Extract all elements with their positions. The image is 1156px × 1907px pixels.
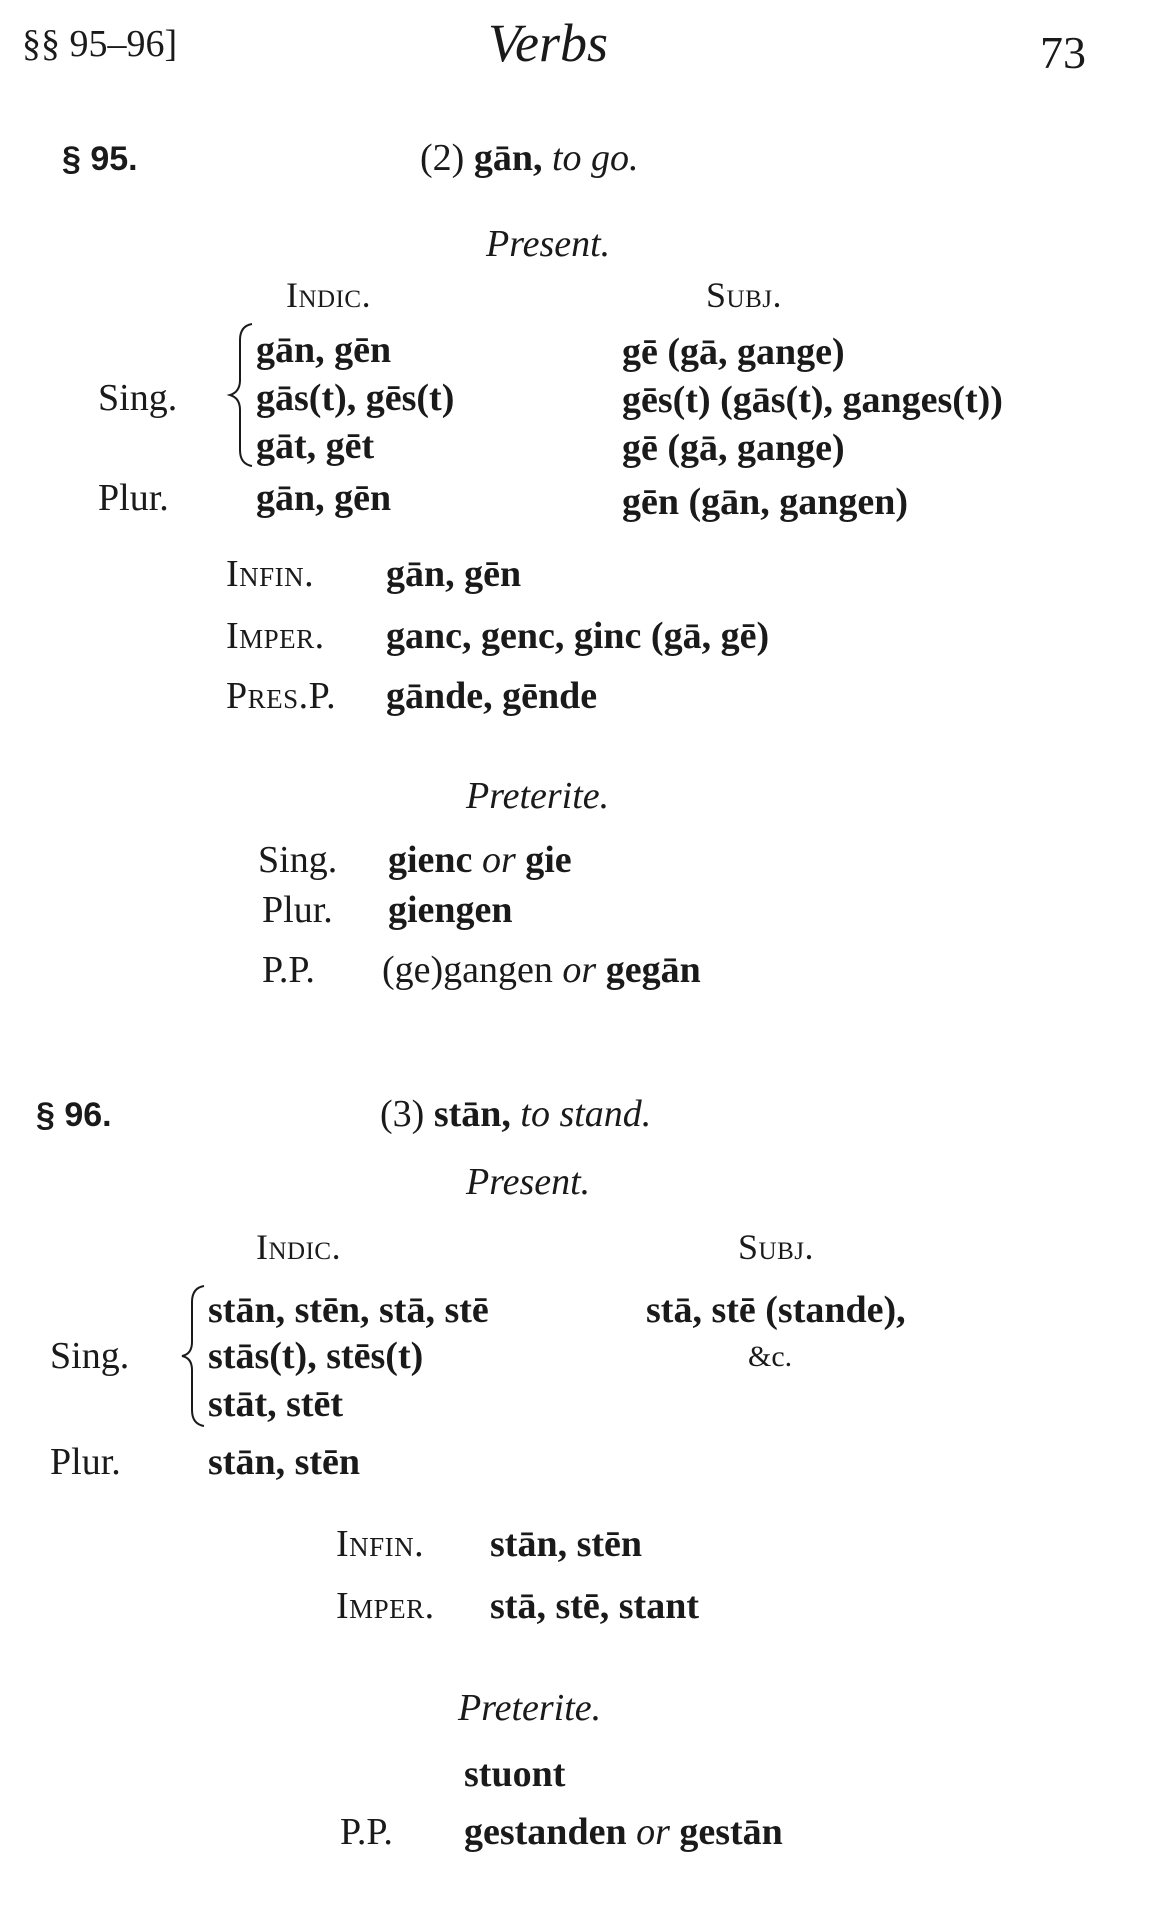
plur-label-96: Plur. [50, 1441, 121, 1483]
headline-verb: gān, [473, 137, 543, 179]
pret-form-96: stuont [464, 1753, 566, 1795]
pres-participle-form: gānde, gēnde [386, 675, 598, 717]
infin-form: gān, gēn [386, 553, 522, 595]
headline-num: (3) [380, 1093, 425, 1135]
past-participle-label-96: P.P. [340, 1811, 393, 1853]
section-number-95: § 95. [62, 140, 138, 178]
subj-label-96: Subj. [738, 1227, 814, 1267]
running-header-title: Verbs [488, 13, 608, 73]
sing-label: Sing. [98, 377, 178, 419]
indic-sing-1: gān, gēn [256, 329, 392, 371]
pp-alt: gegān [605, 949, 701, 991]
imper-form-96: stā, stē, stant [490, 1585, 699, 1627]
present-heading-96: Present. [466, 1161, 591, 1203]
pret-plur-label: Plur. [262, 889, 333, 931]
sing-label-96: Sing. [50, 1335, 130, 1377]
pp-main: (ge)gangen [382, 949, 553, 991]
headline-gloss: to stand. [520, 1093, 652, 1135]
pp-alt-96: gestān [679, 1811, 783, 1853]
pret-sing-or: or [481, 839, 516, 881]
section-96-headline [380, 1092, 651, 1136]
preterite-heading: Preterite. [466, 775, 610, 817]
subj-sing-2: gēs(t) (gās(t), ganges(t)) [622, 379, 1003, 421]
headline-gloss: to go. [551, 137, 639, 179]
imper-form: ganc, genc, ginc (gā, gē) [386, 615, 770, 657]
subj-sing-3: gē (gā, gange) [622, 427, 845, 469]
indic-sing-3: gāt, gēt [256, 425, 375, 467]
indic-sing-2-96: stās(t), stēs(t) [208, 1335, 424, 1377]
section-number-96: § 96. [36, 1096, 112, 1134]
pret-sing-form [388, 838, 572, 882]
page-number: 73 [1040, 27, 1086, 78]
pret-sing-label: Sing. [258, 839, 338, 881]
present-heading: Present. [486, 223, 611, 265]
pp-or-96: or [636, 1811, 670, 1853]
infin-form-96: stān, stēn [490, 1523, 643, 1565]
pp-or: or [562, 949, 597, 991]
indic-label: Indic. [286, 275, 372, 315]
imper-label: Imper. [226, 615, 325, 657]
pret-plur-form: giengen [388, 889, 513, 931]
brace-icon [178, 1282, 208, 1430]
subj-plur: gēn (gān, gangen) [622, 481, 909, 523]
pres-participle-label: Pres.P. [226, 675, 337, 717]
pp-main-96: gestanden [464, 1811, 627, 1853]
brace-icon [226, 320, 256, 470]
past-participle-form [382, 948, 701, 992]
headline-num: (2) [420, 137, 465, 179]
headline-verb: stān, [433, 1093, 511, 1135]
infin-label: Infin. [226, 553, 315, 595]
pret-sing-main: gienc [388, 839, 473, 881]
subj-etc-96: &c. [748, 1340, 793, 1373]
past-participle-form-96 [464, 1810, 783, 1854]
imper-label-96: Imper. [336, 1585, 435, 1627]
indic-plur: gān, gēn [256, 477, 392, 519]
pret-sing-alt: gie [525, 839, 572, 881]
indic-sing-3-96: stāt, stēt [208, 1383, 344, 1425]
subj-sing-1: gē (gā, gange) [622, 331, 845, 373]
indic-label-96: Indic. [256, 1227, 342, 1267]
indic-plur-96: stān, stēn [208, 1441, 361, 1483]
past-participle-label: P.P. [262, 949, 315, 991]
infin-label-96: Infin. [336, 1523, 425, 1565]
subj-sing-96: stā, stē (stande), [646, 1289, 906, 1331]
indic-sing-1-96: stān, stēn, stā, stē [208, 1289, 489, 1331]
preterite-heading-96: Preterite. [458, 1687, 602, 1729]
section-95-headline [420, 136, 639, 180]
subj-label: Subj. [706, 275, 782, 315]
plur-label: Plur. [98, 477, 169, 519]
indic-sing-2: gās(t), gēs(t) [256, 377, 455, 419]
running-header-sections: §§ 95–96] [22, 23, 178, 65]
